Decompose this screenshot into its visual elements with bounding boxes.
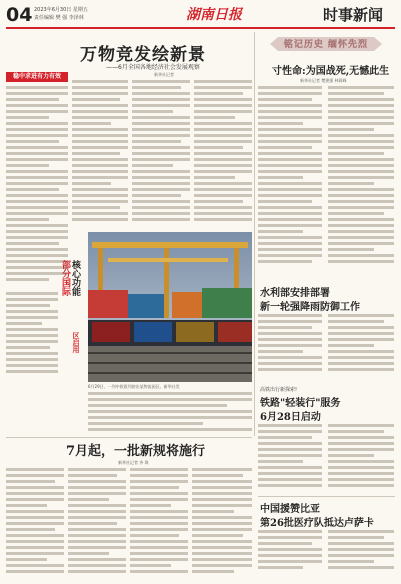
bottom-story (6, 440, 252, 580)
masthead-logo: 湖南日报 (186, 7, 242, 23)
bottom-story-byline: 新华社记者 齐 琪 (118, 460, 149, 465)
lead-sidebar-tag: 稳中求进有力有效 (6, 72, 68, 82)
right-top-byline: 新华社记者 樊建强 林莉峰 (300, 78, 347, 83)
right-bottom-column-1 (258, 530, 322, 580)
bottom-column-3 (130, 468, 188, 578)
editor-line: 责任编辑 樊 强 李泽林 (34, 15, 84, 21)
right-top-title: 寸性命:为国战死,无憾此生 (272, 66, 390, 77)
header-rule (6, 27, 395, 29)
lead-photo (88, 232, 252, 382)
bottom-column-1 (6, 468, 64, 578)
lead-title: 万物竞发绘新景 (80, 45, 206, 65)
right-bottom-divider (258, 496, 395, 497)
right-rail-title-line-1: 铁路"轻装行"服务 (260, 398, 341, 409)
page-number: 04 (6, 4, 33, 26)
bottom-column-2 (68, 468, 126, 578)
train-photo-illustration (88, 232, 252, 382)
lead-column-2 (72, 80, 128, 230)
bottom-story-title: 7月起，一批新规将施行 (66, 444, 206, 459)
lead-column-1b (6, 292, 58, 378)
banner-text: 铭记历史 缅怀先烈 (283, 40, 369, 50)
bottom-column-4 (192, 468, 252, 578)
lead-column-4 (194, 80, 252, 230)
lead-column-3 (132, 80, 190, 230)
date-line: 2023年6月30日 星期五 (34, 7, 88, 13)
column-divider (254, 32, 255, 436)
lead-column-continued (88, 392, 252, 438)
lead-subtitle: ——6月全国各地经济社会发展观察 (106, 64, 200, 71)
memorial-banner (270, 36, 382, 50)
right-bottom-story (258, 500, 395, 582)
lead-byline: 新华社记者 (154, 72, 174, 77)
section-title: 时事新闻 (323, 6, 384, 24)
lead-column-1 (6, 86, 68, 286)
right-bottom-column-2 (328, 530, 394, 580)
vertical-title-1: 部分国际 (60, 260, 70, 296)
right-rail-story (258, 386, 395, 494)
right-bottom-title-line-2: 第26批医疗队抵达卢萨卡 (260, 518, 374, 529)
right-rail-kicker: 高铁出行新探索! (260, 387, 298, 393)
right-rail-column-1 (258, 424, 322, 492)
vertical-title-2: 核心功能 (70, 260, 80, 296)
right-mid-column-2 (328, 314, 394, 378)
right-rail-title-line-2: 6月28日启动 (260, 412, 321, 423)
right-mid-column-1 (258, 314, 322, 378)
right-mid-title-line-1: 水利部安排部署 (260, 288, 330, 299)
vertical-title-3: 区启用 (72, 332, 81, 353)
photo-caption: 6月29日，一列中欧班列驶出某物流园区。新华社发 (88, 384, 180, 389)
page-header (0, 0, 401, 30)
right-mid-story (258, 282, 395, 382)
bottom-story-divider (6, 437, 252, 438)
right-top-column-1 (258, 86, 322, 276)
lead-story (6, 34, 252, 444)
right-top-column-2 (328, 86, 394, 276)
right-top-story (258, 32, 395, 276)
right-rail-column-2 (328, 424, 394, 492)
right-bottom-title-line-1: 中国援赞比亚 (260, 504, 320, 515)
right-mid-title-line-2: 新一轮强降雨防御工作 (260, 302, 360, 313)
